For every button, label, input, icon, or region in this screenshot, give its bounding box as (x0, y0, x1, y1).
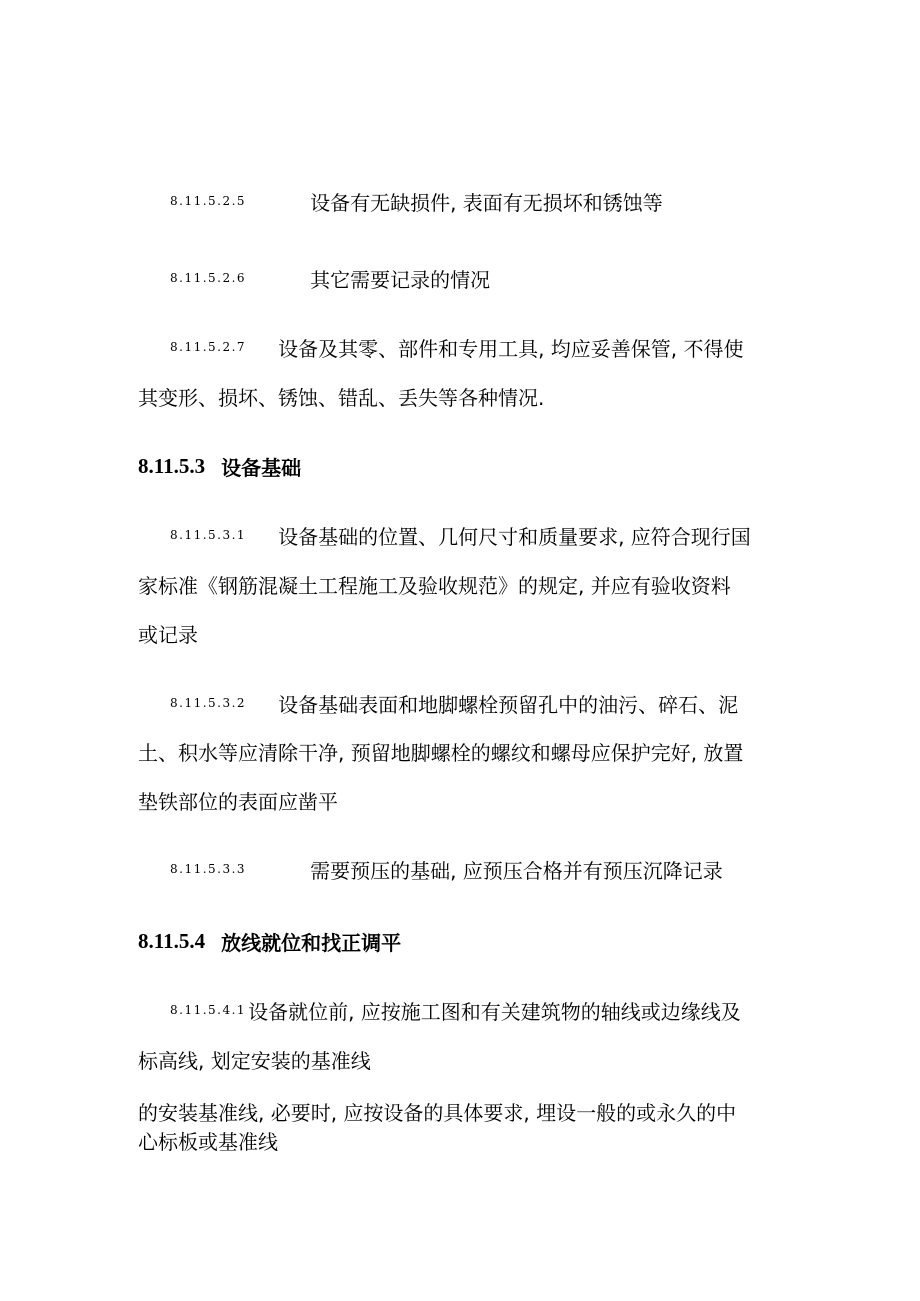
clause-continuation (138, 381, 788, 411)
clause-text: 其它需要记录的情况 (310, 267, 491, 292)
clause-8-11-5-2-6 (170, 263, 820, 293)
clause-continuation (138, 1044, 788, 1074)
clause-8-11-5-3-2 (170, 688, 820, 718)
clause-text: 设备基础的位置、几何尺寸和质量要求, 应符合现行国 (278, 524, 751, 549)
clause-number: 8.11.5.2.5 (170, 194, 247, 208)
clause-8-11-5-3-3 (170, 854, 820, 884)
clause-number: 8.11.5.2.7 (170, 340, 247, 354)
trailing-paragraph-line (138, 1125, 788, 1155)
clause-number: 8.11.5.2.6 (170, 271, 247, 285)
clause-number: 8.11.5.3.3 (170, 862, 247, 876)
heading-title: 放线就位和找正调平 (221, 930, 402, 955)
heading-number: 8.11.5.4 (138, 928, 206, 953)
clause-continuation (138, 785, 788, 815)
clause-continuation (138, 618, 788, 648)
clause-text: 设备基础表面和地脚螺栓预留孔中的油污、碎石、泥 (278, 692, 739, 717)
clause-8-11-5-2-5 (170, 186, 820, 216)
clause-text: 设备就位前, 应按施工图和有关建筑物的轴线或边缘线及 (248, 999, 741, 1024)
clause-text: 需要预压的基础, 应预压合格并有预压沉降记录 (310, 858, 723, 883)
clause-text: 其变形、损坏、锈蚀、错乱、丢失等各种情况. (138, 385, 545, 410)
section-heading-8-11-5-3 (138, 450, 301, 482)
heading-number: 8.11.5.3 (138, 453, 206, 478)
trailing-paragraph-line (138, 1096, 788, 1126)
clause-8-11-5-3-1 (170, 520, 820, 550)
paragraph-text: 的安装基准线, 必要时, 应按设备的具体要求, 埋设一般的或永久的中 (138, 1100, 737, 1125)
clause-text: 土、积水等应清除干净, 预留地脚螺栓的螺纹和螺母应保护完好, 放置 (138, 740, 744, 765)
paragraph-text: 心标板或基准线 (138, 1129, 278, 1154)
section-heading-8-11-5-4 (138, 925, 401, 957)
clause-text: 或记录 (138, 622, 198, 647)
clause-text: 设备有无缺损件, 表面有无损坏和锈蚀等 (310, 190, 663, 215)
clause-text: 设备及其零、部件和专用工具, 均应妥善保管, 不得使 (278, 336, 744, 361)
clause-number: 8.11.5.3.2 (170, 696, 247, 710)
clause-8-11-5-2-7 (170, 332, 820, 362)
clause-continuation (138, 736, 788, 766)
clause-text: 家标准《钢筋混凝土工程施工及验收规范》的规定, 并应有验收资料 (138, 573, 731, 598)
clause-number: 8.11.5.3.1 (170, 528, 247, 542)
heading-title: 设备基础 (221, 455, 302, 480)
clause-continuation (138, 569, 788, 599)
clause-text: 标高线, 划定安装的基准线 (138, 1048, 371, 1073)
clause-8-11-5-4-1 (170, 995, 820, 1025)
clause-number: 8.11.5.4.1 (170, 1003, 247, 1017)
clause-text: 垫铁部位的表面应凿平 (138, 789, 338, 814)
